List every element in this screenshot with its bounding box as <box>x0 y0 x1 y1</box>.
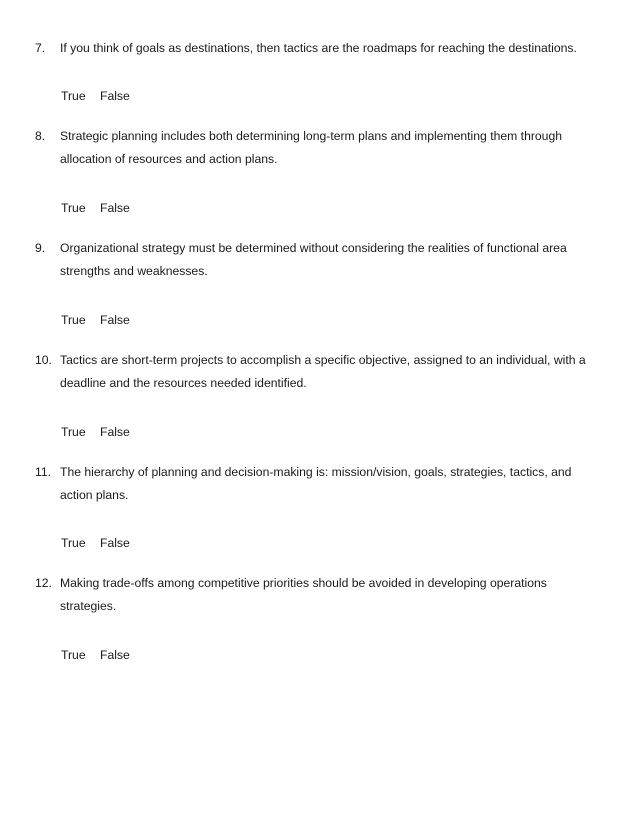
question-text: The hierarchy of planning and decision-making is: mission/vision, goals, strategies, tactics, and action plans. <box>60 465 572 502</box>
true-option[interactable]: True <box>61 89 86 103</box>
question-9 <box>35 237 605 283</box>
question-text: Tactics are short-term projects to accomplish a specific objective, assigned to an individual, with a deadline and the resources needed identified. <box>60 353 586 390</box>
question-number: 8. <box>35 129 46 143</box>
true-option[interactable]: True <box>61 201 86 215</box>
question-7 <box>35 37 605 60</box>
question-text: If you think of goals as destinations, then tactics are the roadmaps for reaching the destinations. <box>60 41 577 55</box>
false-option[interactable]: False <box>100 313 130 327</box>
question-10 <box>35 349 605 395</box>
question-number: 7. <box>35 41 46 55</box>
true-option[interactable]: True <box>61 648 86 662</box>
true-option[interactable]: True <box>61 313 86 327</box>
question-11 <box>35 461 605 507</box>
false-option[interactable]: False <box>100 201 130 215</box>
question-number: 11. <box>35 465 52 479</box>
question-12 <box>35 572 605 618</box>
question-number: 9. <box>35 241 46 255</box>
true-option[interactable]: True <box>61 536 86 550</box>
answer-options-12 <box>61 647 130 663</box>
question-text: Organizational strategy must be determined without considering the realities of functional area strengths and weaknesses. <box>60 241 567 278</box>
answer-options-8 <box>61 200 130 216</box>
false-option[interactable]: False <box>100 536 130 550</box>
false-option[interactable]: False <box>100 89 130 103</box>
false-option[interactable]: False <box>100 425 130 439</box>
false-option[interactable]: False <box>100 648 130 662</box>
answer-options-7 <box>61 88 130 104</box>
question-text: Making trade-offs among competitive priorities should be avoided in developing operations strategies. <box>60 576 547 613</box>
question-8 <box>35 125 605 171</box>
answer-options-10 <box>61 424 130 440</box>
answer-options-9 <box>61 312 130 328</box>
question-number: 12. <box>35 576 52 590</box>
question-text: Strategic planning includes both determining long-term plans and implementing them through allocation of resources and action plans. <box>60 129 563 166</box>
true-option[interactable]: True <box>61 425 86 439</box>
answer-options-11 <box>61 535 130 551</box>
question-number: 10. <box>35 353 52 367</box>
